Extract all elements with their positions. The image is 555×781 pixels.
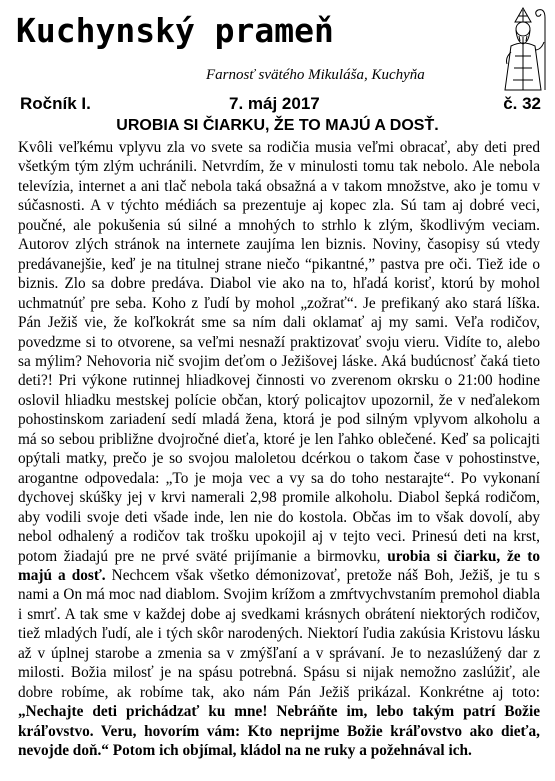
saint-nicholas-icon — [493, 2, 553, 92]
article-text-part2: Nechcem však všetko démonizovať, pretože náš Boh, Ježiš, je tu s nami a On má moc nad diablom. Svojim krížom a zmŕtvychvstaním premohol diabla i smrť. A tak sme v každej dobe aj svedkami krásnych obrátení niektorých rodičov, tiež mladých ľudí, ale i tých skôr narodených. Niektorí ľudia zakúsia Kristovu lásku až v úplnej starobe a zmenia sa v zmýšľaní a v správaní. Je to nezaslúžený dar z milosti. Božia milosť je na spásu potrebná. Spásu si nijak nemožno zaslúžiť, ale dobre robíme, ak robíme tak, ako nám Pán Ježiš prikázal. Konkrétne aj toto: — [18, 566, 540, 701]
issue-volume: Ročník I. — [20, 94, 91, 113]
article-headline: UROBIA SI ČIARKU, ŽE TO MAJÚ A DOSŤ. — [116, 117, 439, 134]
article-quote: „Nechajte deti prichádzať ku mne! Nebráňte im, lebo takým patrí Božie kráľovstvo. Veru, hovorím vám: Kto neprijme Božie kráľovstvo ako dieťa, nevojde doň.“ — [18, 703, 540, 760]
article-body — [18, 138, 540, 761]
article-emphasis: urobia si čiarku, že to majú a dosť. — [18, 547, 540, 584]
issue-date: 7. máj 2017 — [229, 94, 320, 113]
masthead-title: Kuchynský prameň — [16, 11, 334, 50]
issue-info-row — [20, 94, 541, 114]
article-text-part1: Kvôli veľkému vplyvu zla vo svete sa rodičia musia veľmi obracať, aby deti pred všetkým tým zlým uchránili. Netvrdím, že v minulosti tomu tak nebolo. Ale nebola televízia, internet a ani tlač nebola taká obsažná a v takom množstve, ako je tomu v súčasnosti. A v týchto médiách sa prezentuje aj kopec zla. Sú tam aj dobré veci, poučné, ale pokušenia sú silné a mnohých to strhlo k zlým, škodlivým veciam. Autorov zlých stránok na internete zaujíma len biznis. Noviny, časopisy sú vtedy predávanejšie, keď je na titulnej strane niečo “pikantné,” pastva pre oči. Tiež ide o biznis. Zlo sa dobre predáva. Diabol vie ako na to, hľadá korisť, ktorú by mohol uchmatnúť pre seba. Koho z ľudí by mohol „zožrať“. Je prefikaný ako stará líška. Pán Ježiš vie, že koľkokrát sme sa ním dali oklamať aj my sami. Veľa rodičov, povedzme si to otvorene, sa veľmi nesnaží praktizovať svoju vieru. Vidíte to, alebo sa mýlim? Nehovoria nič svojim deťom o Ježišovej láske. Aká budúcnosť čaká tieto deti?! Pri výkone rutinnej hliadkovej činnosti vo zverenom okrsku o 21:00 hodine oslovil hliadku mestskej polície občan, ktorý policajtov upozornil, že v neďalekom pohostinskom zariadení sedí mladá žena, ktorá je pod silným vplyvom alkoholu a má so sebou približne dvojročné dieťa, ktoré je len ľahko oblečené. Keď sa policajti opýtali matky, prečo je so svojou maloletou dcérkou o takom čase v pohostinstve, arogantne odpovedala: „To je moja vec a vy sa do toho nestarajte“. Po vykonaní dychovej skúšky jej v krvi namerali 2,98 promile alkoholu. Diabol šepká rodičom, aby vodili svoje deti všade inde, len nie do kostola. Občas im to však dovolí, aby nebol odhalený a rodičov tak trošku upokojil aj v tejto veci. Prinesú deti na krst, potom žiadajú pre ne prvé sväté prijímanie a birmovku, — [18, 139, 540, 565]
issue-number: č. 32 — [503, 94, 541, 113]
article-ending: Potom ich objímal, kládol na ne ruky a požehnával ich. — [108, 742, 472, 760]
masthead-subtitle: Farnosť svätého Mikuláša, Kuchyňa — [206, 67, 425, 83]
